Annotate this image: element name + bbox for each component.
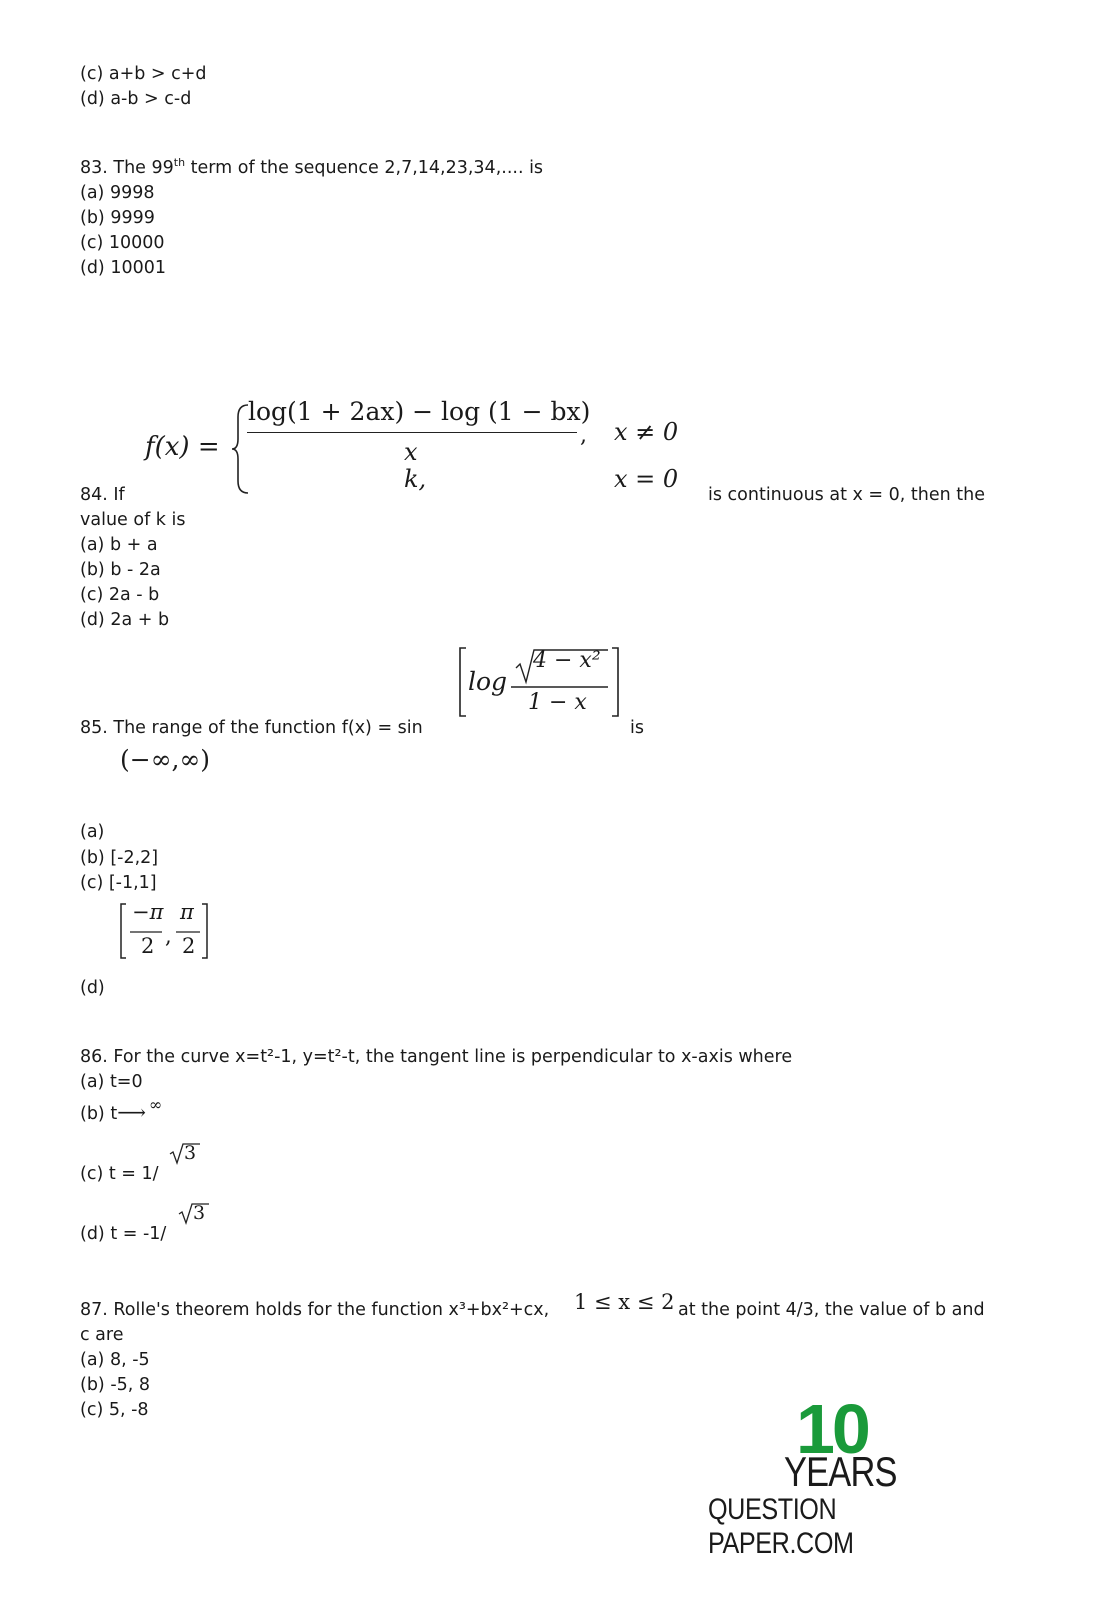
q84-option-a: (a) b + a	[80, 535, 158, 555]
q85-stem-tail: is	[630, 718, 644, 738]
q85-stem: 85. The range of the function f(x) = sin	[80, 718, 423, 738]
q82-option-c: (c) a+b > c+d	[80, 64, 207, 84]
q84-formula-denominator: x	[404, 438, 418, 466]
q85-log: log	[468, 667, 508, 696]
q84-option-d: (d) 2a + b	[80, 610, 170, 630]
q85-denominator: 1 − x	[528, 690, 587, 715]
q82-option-d: (d) a-b > c-d	[80, 89, 192, 109]
q85-d-num2: π	[180, 900, 194, 924]
q84-formula-cond2: x = 0	[614, 465, 679, 493]
q87-stem-tail: at the point 4/3, the value of b and	[678, 1300, 985, 1320]
q84-option-c: (c) 2a - b	[80, 585, 160, 605]
q87-stem-line2: c are	[80, 1325, 124, 1345]
q85-option-a-math: (−∞,∞)	[120, 745, 211, 774]
q85-d-den2: 2	[182, 934, 196, 958]
q86-option-d: (d) t = -1/	[80, 1224, 167, 1244]
q85-d-comma: ,	[165, 924, 172, 948]
q85-option-b: (b) [-2,2]	[80, 848, 159, 868]
q87-option-a: (a) 8, -5	[80, 1350, 150, 1370]
q83-option-a: (a) 9998	[80, 183, 155, 203]
q85-option-c: (c) [-1,1]	[80, 873, 157, 893]
logo-years: YEARS	[784, 1448, 897, 1495]
q85-d-den1: 2	[141, 934, 155, 958]
q86-d-radicand: 3	[193, 1202, 206, 1224]
site-logo	[708, 1390, 984, 1560]
q83-stem: 83. The 99th term of the sequence 2,7,14,23,34,.... is	[80, 156, 544, 178]
q84-formula-numerator: log(1 + 2ax) − log (1 − bx)	[248, 397, 591, 426]
q86-option-a: (a) t=0	[80, 1072, 143, 1092]
q85-numerator: 4 − x²	[533, 648, 601, 673]
q85-option-d: (d)	[80, 978, 105, 998]
q83-option-b: (b) 9999	[80, 208, 155, 228]
q84-stem-tail: is continuous at x = 0, then the	[708, 485, 985, 505]
q87-interval: 1 ≤ x ≤ 2	[574, 1290, 675, 1314]
q84-stem-lead: 84. If	[80, 485, 125, 505]
q84-fraction-bar	[247, 432, 577, 433]
q86-option-b: (b) t⟶ ∞	[80, 1095, 163, 1124]
q84-option-b: (b) b - 2a	[80, 560, 161, 580]
q87-option-b: (b) -5, 8	[80, 1375, 151, 1395]
q84-stem-line2: value of k is	[80, 510, 186, 530]
q85-option-a: (a)	[80, 822, 105, 842]
logo-site-name: QUESTION PAPER.COM	[708, 1493, 854, 1560]
q84-formula-cond1: x ≠ 0	[614, 418, 679, 446]
q87-stem: 87. Rolle's theorem holds for the function x³+bx²+cx,	[80, 1300, 550, 1320]
logo-number: 10	[796, 1390, 868, 1468]
q84-formula-k-case: k,	[404, 465, 427, 493]
q84-left-brace	[230, 403, 250, 495]
q86-option-c: (c) t = 1/	[80, 1164, 159, 1184]
q85-d-num1: −π	[132, 900, 164, 924]
q87-option-c: (c) 5, -8	[80, 1400, 149, 1420]
q86-stem: 86. For the curve x=t²-1, y=t²-t, the tangent line is perpendicular to x-axis where	[80, 1047, 793, 1067]
q83-option-c: (c) 10000	[80, 233, 165, 253]
q84-formula-comma: ,	[580, 423, 587, 448]
q86-c-radicand: 3	[184, 1142, 197, 1164]
q83-option-d: (d) 10001	[80, 258, 166, 278]
q84-formula-lhs: f(x) =	[145, 432, 220, 462]
